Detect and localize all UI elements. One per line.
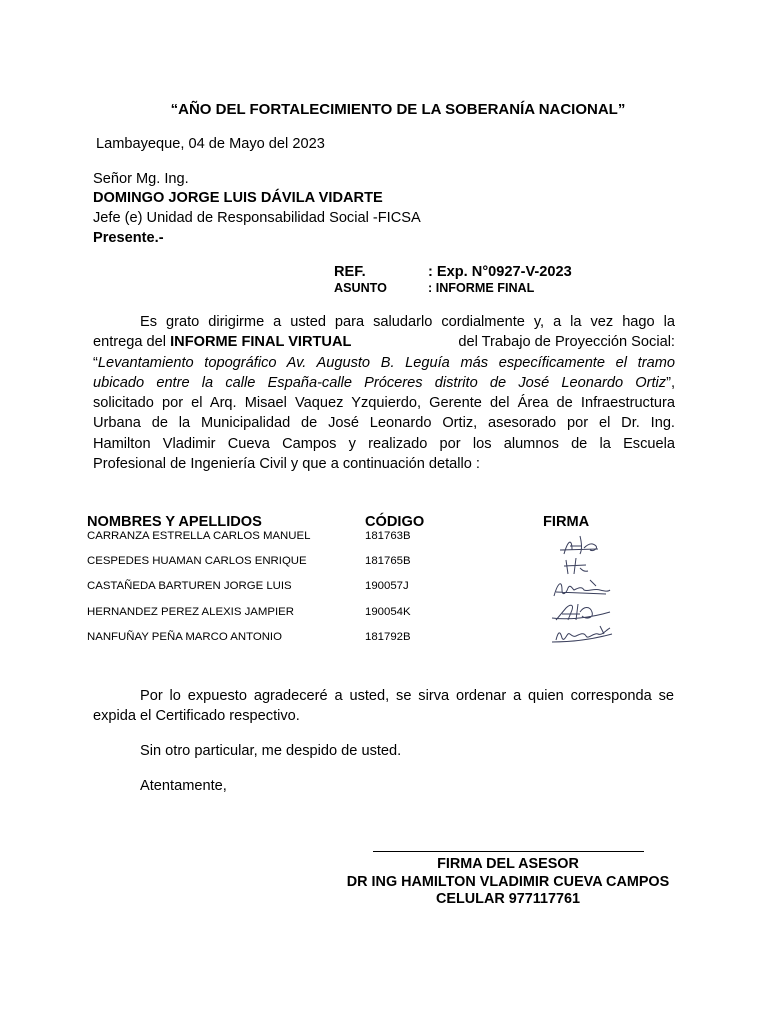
regards: Atentamente, xyxy=(140,778,227,794)
student-name: HERNANDEZ PEREZ ALEXIS JAMPIER xyxy=(87,606,294,618)
body-line: solicitado por el Arq. Misael Vaquez Yzquierdo, Gerente del Área de Infraestructura xyxy=(93,395,675,412)
student-name: NANFUÑAY PEÑA MARCO ANTONIO xyxy=(87,631,282,643)
student-code: 181763B xyxy=(365,530,411,542)
header-signature: FIRMA xyxy=(543,514,590,530)
body-line: Urbana de la Municipalidad de José Leonardo Ortiz, asesorado por el Dr. Ing. xyxy=(93,415,675,432)
body-line: ubicado entre la calle España-calle Próceres distrito de José Leonardo Ortiz”, xyxy=(93,374,675,391)
subject-label: ASUNTO xyxy=(334,281,387,295)
recipient-position: Jefe (e) Unidad de Responsabilidad Social -FICSA xyxy=(93,210,421,226)
signature-3 xyxy=(550,576,614,600)
ref-value: : Exp. N°0927-V-2023 xyxy=(428,264,572,280)
signature-2 xyxy=(550,556,610,576)
body-line: entrega del INFORME FINAL VIRTUAL del Trabajo de Proyección Social: xyxy=(93,334,675,351)
signature-1 xyxy=(550,532,610,558)
request-line-1: Por lo expuesto agradeceré a usted, se sirva ordenar a quien corresponda se xyxy=(140,688,674,704)
project-title-cont: ubicado entre la calle España-calle Próceres distrito de José Leonardo Ortiz xyxy=(93,374,667,391)
farewell: Sin otro particular, me despido de usted. xyxy=(140,743,402,759)
header-names: NOMBRES Y APELLIDOS xyxy=(87,514,262,530)
student-name: CASTAÑEDA BARTUREN JORGE LUIS xyxy=(87,580,292,592)
body-line: “Levantamiento topográfico Av. Augusto B. Leguía más específicamente el tramo xyxy=(93,354,675,371)
body-line: Hamilton Vladimir Cueva Campos y realizado por los alumnos de la Escuela xyxy=(93,435,675,452)
subject-value: : INFORME FINAL xyxy=(428,281,535,295)
student-code: 181792B xyxy=(365,631,411,643)
body-line: Profesional de Ingeniería Civil y que a continuación detallo : xyxy=(93,456,480,473)
ref-label: REF. xyxy=(334,264,366,280)
signature-label: FIRMA DEL ASESOR xyxy=(437,856,579,872)
advisor-phone: CELULAR 977117761 xyxy=(436,891,580,907)
signature-line xyxy=(373,851,644,852)
header-code: CÓDIGO xyxy=(365,514,425,530)
place-date: Lambayeque, 04 de Mayo del 2023 xyxy=(96,136,325,152)
request-paragraph xyxy=(93,686,674,727)
advisor-name: DR ING HAMILTON VLADIMIR CUEVA CAMPOS xyxy=(346,874,670,890)
body-line: Es grato dirigirme a usted para saludarlo cordialmente y, a la vez hago la xyxy=(140,314,675,330)
recipient-name: DOMINGO JORGE LUIS DÁVILA VIDARTE xyxy=(93,190,383,206)
student-code: 190057J xyxy=(365,580,409,592)
student-name: CESPEDES HUAMAN CARLOS ENRIQUE xyxy=(87,555,307,567)
signature-5 xyxy=(550,622,616,646)
presente-label: Presente.- xyxy=(93,230,164,246)
project-title: Levantamiento topográfico Av. Augusto B. Leguía más específicamente el tramo xyxy=(97,354,675,371)
report-type: INFORME FINAL VIRTUAL xyxy=(170,334,352,351)
body-paragraph xyxy=(93,312,675,474)
student-code: 181765B xyxy=(365,555,411,567)
student-name: CARRANZA ESTRELLA CARLOS MANUEL xyxy=(87,530,311,542)
request-line-2: expida el Certificado respectivo. xyxy=(93,708,300,725)
student-code: 190054K xyxy=(365,606,411,618)
recipient-salutation: Señor Mg. Ing. xyxy=(93,171,189,187)
signature-4 xyxy=(550,598,614,624)
year-motto: “AÑO DEL FORTALECIMIENTO DE LA SOBERANÍA NACIONAL” xyxy=(170,101,626,118)
